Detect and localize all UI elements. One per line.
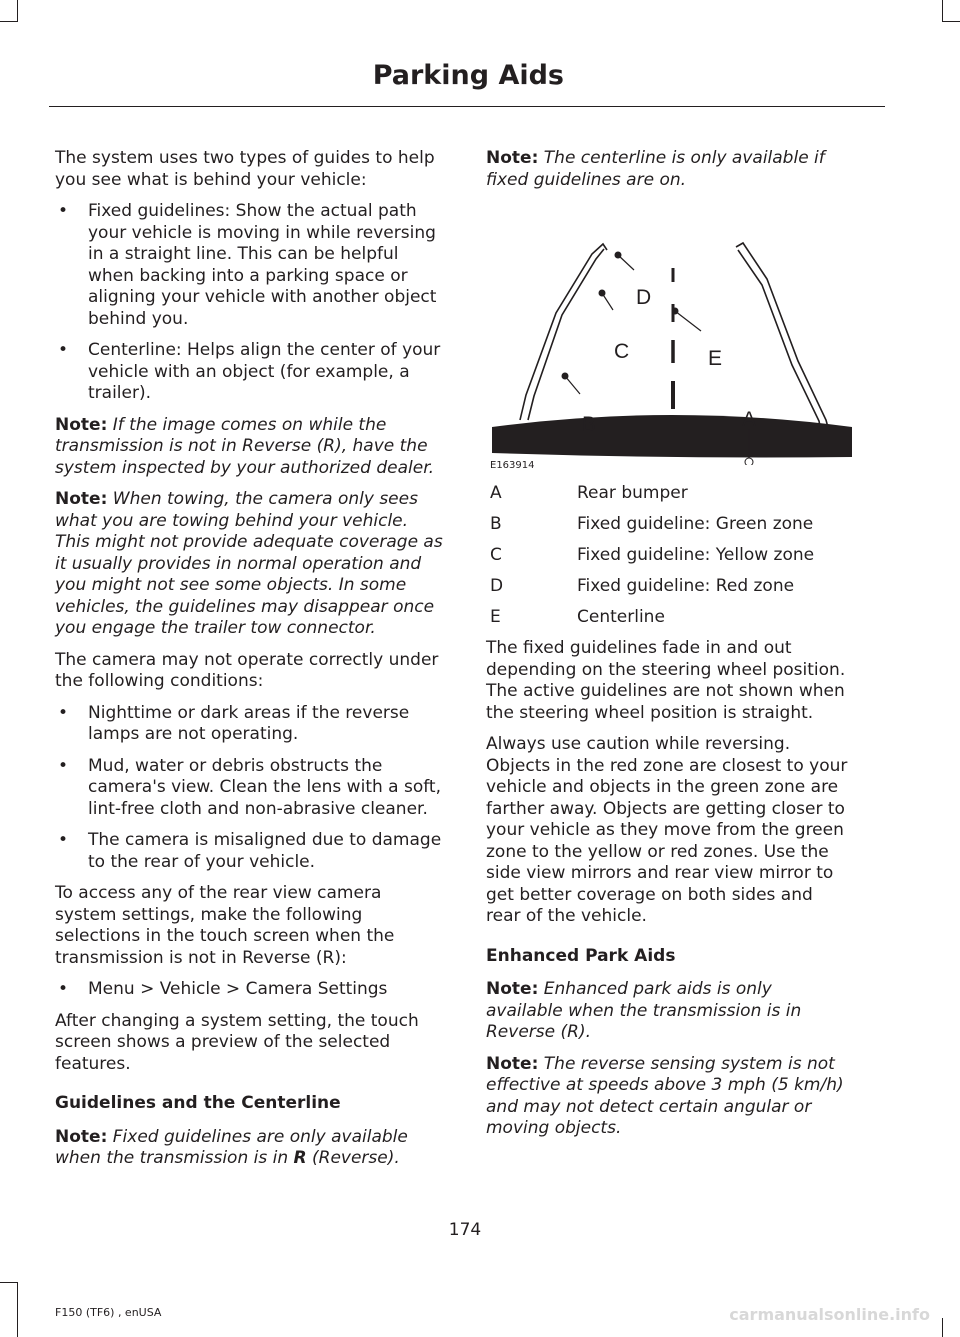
left-guideline-inner [528,249,604,420]
legend-key: A [490,483,502,503]
list-item-text: Fixed guidelines: Show the actual path your vehicle is moving in while reversing in a straight line. This can be helpful when backing into a parking space or aligning your vehicle with another object behind you. [88,201,437,329]
guidelines-paragraph: The fixed guidelines fade in and out depending on the steering wheel position. The active guidelines are not shown when the steering wheel position is straight. [486,638,846,723]
note-paragraph [486,979,852,1044]
guidelines-diagram [486,203,852,465]
callout-dot [745,458,753,465]
legend-key: C [490,545,502,565]
crop-mark [17,1282,18,1337]
left-guideline-outer [520,244,607,420]
list-item-text: Mud, water or debris obstructs the camera's view. Clean the lens with a soft, lint-free cloth and non-abrasive cleaner. [88,755,441,819]
legend-value: Rear bumper [577,483,688,503]
bullet: • [58,340,69,360]
callout-dot [599,290,606,297]
note-text: If the image comes on while the transmission is not in Reverse (R), have the system inspected by your authorized dealer. [55,414,435,478]
legend-value: Fixed guideline: Green zone [577,514,814,534]
note-paragraph [55,489,447,640]
camera-guidelines-figure [486,203,852,471]
note-label: Note: [486,979,539,999]
bullet: • [58,755,69,776]
page-number: 174 [448,1220,482,1240]
right-guideline-inner [738,250,821,431]
note-text: (Reverse). [306,1148,400,1168]
callout-label-c: C [614,340,630,363]
figure-id: E163914 [490,460,535,471]
note-label: Note: [486,1053,539,1074]
page-title: Parking Aids [372,60,564,91]
list-item [55,703,447,746]
callout-label-b: B [582,413,597,436]
legend-value: Fixed guideline: Yellow zone [577,545,815,565]
legend-value: Centerline [577,607,665,627]
note-text: The centerline is only available if fixed guidelines are on. [486,148,825,190]
callout-label-e: E [708,347,723,370]
note-text: Enhanced park aids is only available when the transmission is in Reverse (R). [486,979,802,1042]
intro-paragraph: The system uses two types of guides to help you see what is behind your vehicle: [55,148,435,190]
list-item [55,830,447,873]
crop-mark [942,0,943,22]
figure-legend [486,483,852,628]
header-divider [49,106,885,107]
legend-row [486,607,852,628]
note-label: Note: [486,148,539,168]
note-text: When towing, the camera only sees what you are towing behind your vehicle. This might not provide adequate coverage as it usually provides in normal operation and you might not see some objects. In some vehicles, the guidelines may disappear once you engage the trailer tow connector. [55,489,443,638]
legend-value: Fixed guideline: Red zone [577,576,795,596]
list-item-text: Nighttime or dark areas if the reverse lamps are not operating. [88,702,410,744]
crop-mark [0,1282,18,1283]
legend-row [486,545,852,566]
list-item-text: The camera is misaligned due to damage to the rear of your vehicle. [88,830,442,872]
menu-path: Menu > Vehicle > Camera Settings [88,979,388,999]
crop-mark [0,21,18,22]
crop-mark [942,1318,943,1337]
callout-dot [672,308,679,315]
note-text: Fixed guidelines are only available when the transmission is in [55,1126,408,1168]
callout-label-d: D [636,286,652,309]
list-item [55,201,447,330]
crop-mark [17,0,18,22]
list-item [55,340,447,405]
bullet: • [58,201,69,221]
bullet: • [58,702,69,723]
bullet: • [58,979,69,999]
conditions-intro: The camera may not operate correctly under the following conditions: [55,649,439,691]
note-paragraph [486,148,852,191]
right-guideline-outer [736,243,829,431]
legend-row [486,514,852,535]
bullet: • [58,830,69,850]
callout-label-a: A [742,408,757,431]
note-paragraph [486,1054,852,1140]
left-column [55,148,447,1180]
legend-row [486,576,852,597]
crop-mark [942,21,960,22]
note-label: Note: [55,489,108,509]
note-label: Note: [55,414,108,435]
callout-leader [565,376,580,394]
note-label: Note: [55,1126,108,1147]
note-emphasis: R [293,1148,307,1168]
legend-key: E [490,607,501,627]
callout-dot [562,373,569,380]
note-paragraph [55,1127,447,1170]
list-item-text: Centerline: Helps align the center of your vehicle with an object (for example, a trailer). [88,340,441,403]
after-change-paragraph: After changing a system setting, the touch screen shows a preview of the selected features. [55,1010,419,1074]
list-item [55,756,447,821]
watermark: carmanualsonline.info [729,1305,930,1324]
legend-key: B [490,514,502,534]
rear-bumper [492,415,852,458]
document-id: F150 (TF6) , enUSA [55,1306,162,1319]
section-heading: Guidelines and the Centerline [55,1093,341,1113]
caution-paragraph: Always use caution while reversing. Objects in the red zone are closest to your vehicle and objects in the green zone are farther away. Objects are getting closer to your vehicle as they move from the green zone to the yellow or red zones. Use the side view mirrors and rear view mirror to get better coverage on both sides and rear of the vehicle. [486,734,848,926]
right-column [486,148,852,1150]
legend-row [486,483,852,504]
callout-leader [675,311,701,331]
note-text: The reverse sensing system is not effective at speeds above 3 mph (5 km/h) and may not detect certain angular or moving objects. [486,1053,844,1138]
access-paragraph: To access any of the rear view camera system settings, make the following selections in the touch screen when the transmission is not in Reverse (R): [55,883,395,968]
list-item [55,979,447,1001]
callout-dot [615,252,622,259]
legend-key: D [490,576,504,596]
note-paragraph [55,415,447,480]
section-heading: Enhanced Park Aids [486,945,676,966]
